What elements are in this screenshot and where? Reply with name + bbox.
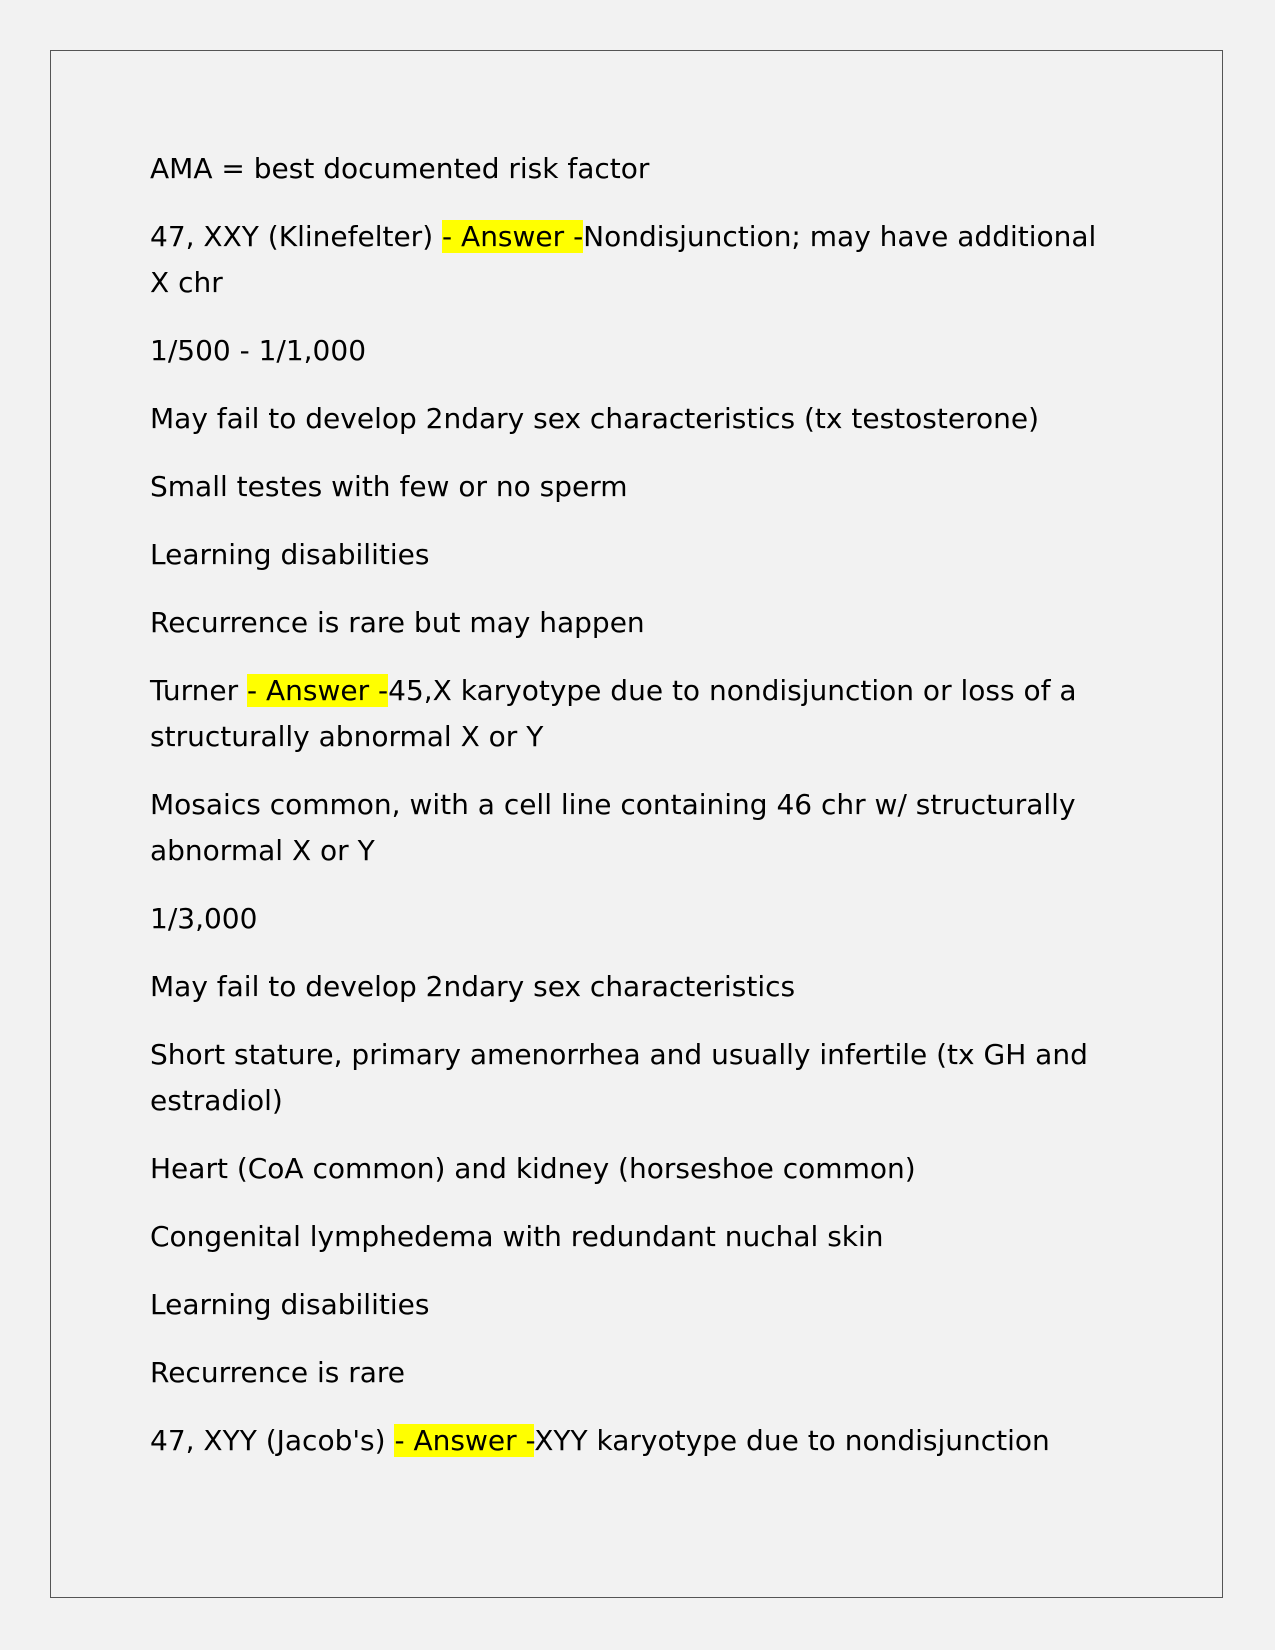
paragraph-turner-sex-char: May fail to develop 2ndary sex characteristics — [150, 970, 796, 1003]
answer-marker: - Answer - — [247, 674, 389, 707]
paragraph-turner-incidence: 1/3,000 — [150, 902, 258, 935]
paragraph-lymphedema: Congenital lymphedema with redundant nuchal skin — [150, 1220, 884, 1253]
paragraph-ama-risk: AMA = best documented risk factor — [150, 152, 650, 185]
answer-marker: - Answer - — [442, 220, 584, 253]
document-body — [150, 146, 1100, 1486]
paragraph-klinefelter-incidence: 1/500 - 1/1,000 — [150, 334, 367, 367]
answer-text: Nondisjunction; may have additional X chr — [150, 220, 1097, 299]
paragraph-klinefelter-sex-char: May fail to develop 2ndary sex characteristics (tx testosterone) — [150, 402, 1039, 435]
answer-text: 45,X karyotype due to nondisjunction or loss of a structurally abnormal X or Y — [150, 674, 1077, 753]
paragraph-learning-disabilities: Learning disabilities — [150, 1288, 430, 1321]
paragraph-recurrence: Recurrence is rare — [150, 1356, 406, 1389]
paragraph-klinefelter — [150, 214, 1100, 306]
paragraph-short-stature: Short stature, primary amenorrhea and usually infertile (tx GH and estradiol) — [150, 1038, 1088, 1117]
question-text: Turner — [150, 674, 248, 707]
paragraph-small-testes: Small testes with few or no sperm — [150, 470, 628, 503]
question-text: 47, XXY (Klinefelter) — [150, 220, 443, 253]
paragraph-recurrence: Recurrence is rare but may happen — [150, 606, 645, 639]
paragraph-turner — [150, 668, 1100, 760]
paragraph-mosaics: Mosaics common, with a cell line containing 46 chr w/ structurally abnormal X or Y — [150, 788, 1076, 867]
paragraph-heart-kidney: Heart (CoA common) and kidney (horseshoe common) — [150, 1152, 916, 1185]
paragraph-learning-disabilities: Learning disabilities — [150, 538, 430, 571]
paragraph-jacobs — [150, 1418, 1100, 1464]
answer-marker: - Answer - — [394, 1424, 535, 1457]
question-text: 47, XYY (Jacob's) — [150, 1424, 395, 1457]
answer-text: XYY karyotype due to nondisjunction — [534, 1424, 1050, 1457]
